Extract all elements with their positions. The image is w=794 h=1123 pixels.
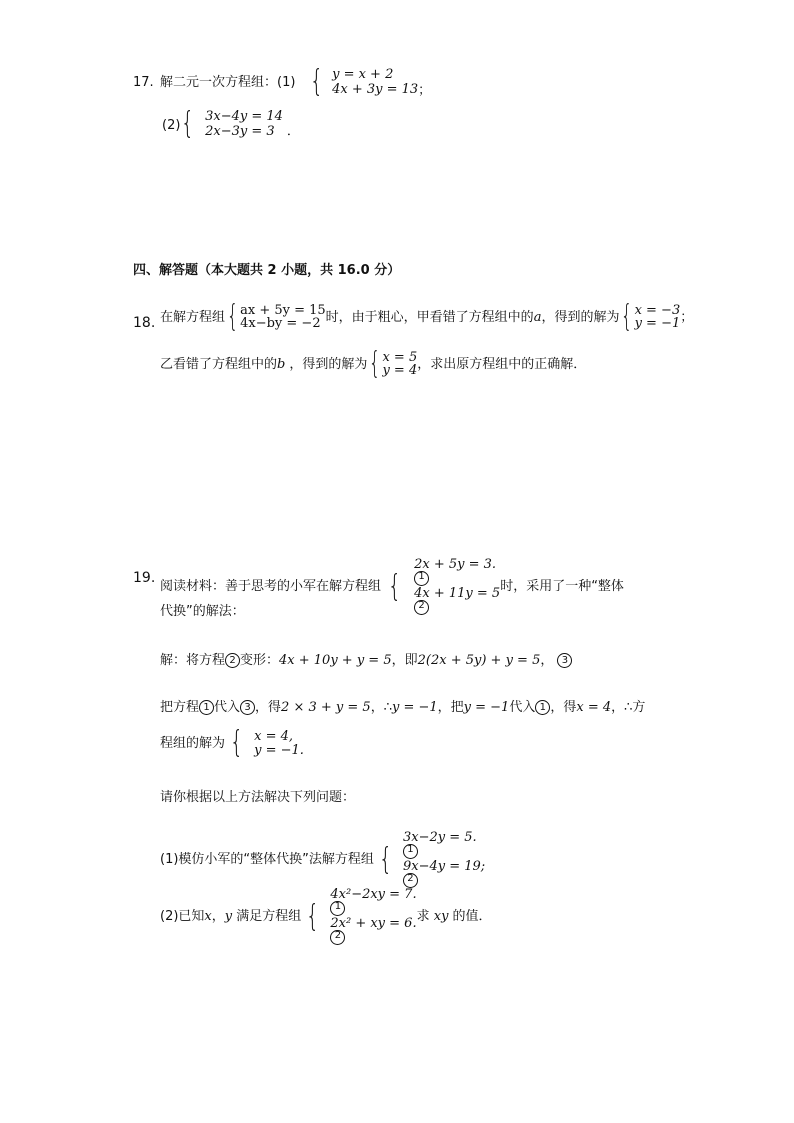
q18-text3: ，得到的解为 xyxy=(541,309,620,325)
q18-text6: ，得到的解为 xyxy=(289,356,368,372)
q17-part2-label: (2) xyxy=(162,118,181,133)
q19-part2-eq2: 2x² + xy = 6. 2 xyxy=(330,917,416,945)
q18-text7: ，求出原方程组中的正确解． xyxy=(417,356,587,372)
q18-number: 18. xyxy=(133,315,156,331)
q17-number: 17. xyxy=(133,75,154,90)
q19-part2 xyxy=(160,888,492,945)
q19-part2-text-a: (2)已知 xyxy=(160,909,205,924)
q19-line2-eq3: 2 × 3 + y = 5 xyxy=(281,700,371,715)
q19-line2-eq5: y = −1 xyxy=(463,700,510,715)
q19-sol-text-b: 变形： xyxy=(240,653,280,668)
q19-eq1: 2x + 5y = 3. 1 xyxy=(414,558,500,586)
q19-part2-comma: ， xyxy=(211,909,225,924)
q19-text1: 阅读材料：善于思考的小军在解方程组 xyxy=(160,579,382,594)
q17-system-1 xyxy=(307,64,431,99)
brace: { xyxy=(180,106,195,141)
circled-1-mark: 1 xyxy=(199,700,214,715)
q19-line2-c: ，得 xyxy=(255,700,282,715)
brace: { xyxy=(306,898,320,934)
q19-sol-y: y = −1. xyxy=(254,742,304,758)
q18-line1 xyxy=(160,299,694,334)
q19-line2-g: ，得 xyxy=(550,700,577,715)
q19-part2-var-y: y xyxy=(224,909,233,924)
q19-line3-text: 程组的解为 xyxy=(160,735,226,751)
q18-sol1-eq2: y = −1 xyxy=(634,316,681,331)
brace: { xyxy=(226,299,239,334)
q19-line2-eq6: x = 4 xyxy=(576,700,612,715)
q18-sol1-eq1: x = −3 xyxy=(634,303,681,318)
q19-part2-var-x: x xyxy=(204,909,212,924)
circled-1-mark: 1 xyxy=(535,700,550,715)
q18-text2: 时，由于粗心，甲看错了方程组中的 xyxy=(325,309,534,325)
q17-eq1: y = x + 2 xyxy=(332,66,394,82)
q19-part1-eq2: 9x−4y = 19; 2 xyxy=(403,860,485,888)
q19-solution-line2 xyxy=(160,700,645,715)
q17-end: ． xyxy=(286,124,300,139)
q18-var-b: b xyxy=(277,356,286,372)
q17-system-2 xyxy=(178,106,300,141)
q19-part2-text-c: 求 xyxy=(416,909,434,924)
q17-eq2: 4x + 3y = 13 xyxy=(332,81,419,97)
q19-line2-d: ，∴ xyxy=(370,700,392,715)
circled-2-mark: 2 xyxy=(414,600,429,615)
brace: { xyxy=(621,299,633,334)
q19-line2-h: ，∴方 xyxy=(611,700,646,715)
q19-part2-text-b: 满足方程组 xyxy=(232,909,302,924)
circled-1-mark: 1 xyxy=(403,844,418,859)
section-heading: 四、解答题（本大题共 2 小题，共 16.0 分） xyxy=(133,263,401,278)
q19-text2: 时，采用了一种“整体 xyxy=(500,579,624,594)
q19-line2-eq4: y = −1 xyxy=(391,700,438,715)
q17-sep: ； xyxy=(418,83,432,98)
circled-1-mark: 1 xyxy=(414,571,429,586)
q19-line2-b: 代入 xyxy=(214,700,241,715)
q18-sol2-eq1: x = 5 xyxy=(382,350,418,365)
q19-sol-text-d: ， xyxy=(540,653,554,668)
brace: { xyxy=(378,841,393,877)
circled-3-mark: 3 xyxy=(557,653,572,668)
q19-text3: 代换”的解法： xyxy=(160,604,245,619)
q18-text4: ； xyxy=(680,309,694,325)
q19-sol-text-a: 解：将方程 xyxy=(160,653,226,668)
q17-eq4: 2x−3y = 3 xyxy=(205,123,275,139)
circled-3-mark: 3 xyxy=(240,700,255,715)
q19-sol-eq1: 4x + 10y + y = 5 xyxy=(279,653,392,668)
q17-lead: 解二元一次方程组：(1) xyxy=(160,75,296,90)
brace: { xyxy=(387,568,402,604)
q19-solution-line1 xyxy=(160,653,572,668)
q19-sol-text-c: ，即 xyxy=(391,653,418,668)
q19-sol-eq2: 2(2x + 5y) + y = 5 xyxy=(417,653,541,668)
q19-line2-a: 把方程 xyxy=(160,700,200,715)
q19-number: 19. xyxy=(133,570,156,586)
circled-2-mark: 2 xyxy=(225,653,240,668)
q19-sol-x: x = 4, xyxy=(254,728,294,744)
q19-part1 xyxy=(160,831,485,888)
q17-eq3: 3x−4y = 14 xyxy=(205,108,283,124)
brace: { xyxy=(229,725,244,760)
brace: { xyxy=(309,64,324,99)
q19-line2-e: ，把 xyxy=(437,700,464,715)
brace: { xyxy=(369,346,381,381)
q19-part2-var-xy: xy xyxy=(433,909,449,924)
q18-text1: 在解方程组 xyxy=(160,309,226,325)
q19-line2-f: 代入 xyxy=(509,700,536,715)
q19-part2-text-d: 的值． xyxy=(448,909,492,924)
q19-solution-line3 xyxy=(160,725,304,760)
q19-eq2: 4x + 11y = 5 2 xyxy=(414,587,500,615)
q18-eq1: ax + 5y = 15 xyxy=(240,303,326,318)
q18-var-a: a xyxy=(533,309,542,325)
q19-part1-text: (1)模仿小军的“整体代换”法解方程组 xyxy=(160,852,374,867)
circled-2-mark: 2 xyxy=(330,930,345,945)
circled-2-mark: 2 xyxy=(403,873,418,888)
q19-prompt: 请你根据以上方法解决下列问题： xyxy=(160,790,356,805)
q18-text5: 乙看错了方程组中的 xyxy=(160,356,278,372)
q18-line2 xyxy=(160,346,587,381)
q18-sol2-eq2: y = 4 xyxy=(382,363,418,378)
q19-part1-eq1: 3x−2y = 5. 1 xyxy=(403,831,485,859)
q19-part2-eq1: 4x²−2xy = 7. 1 xyxy=(330,888,416,916)
q18-eq2: 4x−by = −2 xyxy=(240,316,321,331)
circled-1-mark: 1 xyxy=(330,901,345,916)
